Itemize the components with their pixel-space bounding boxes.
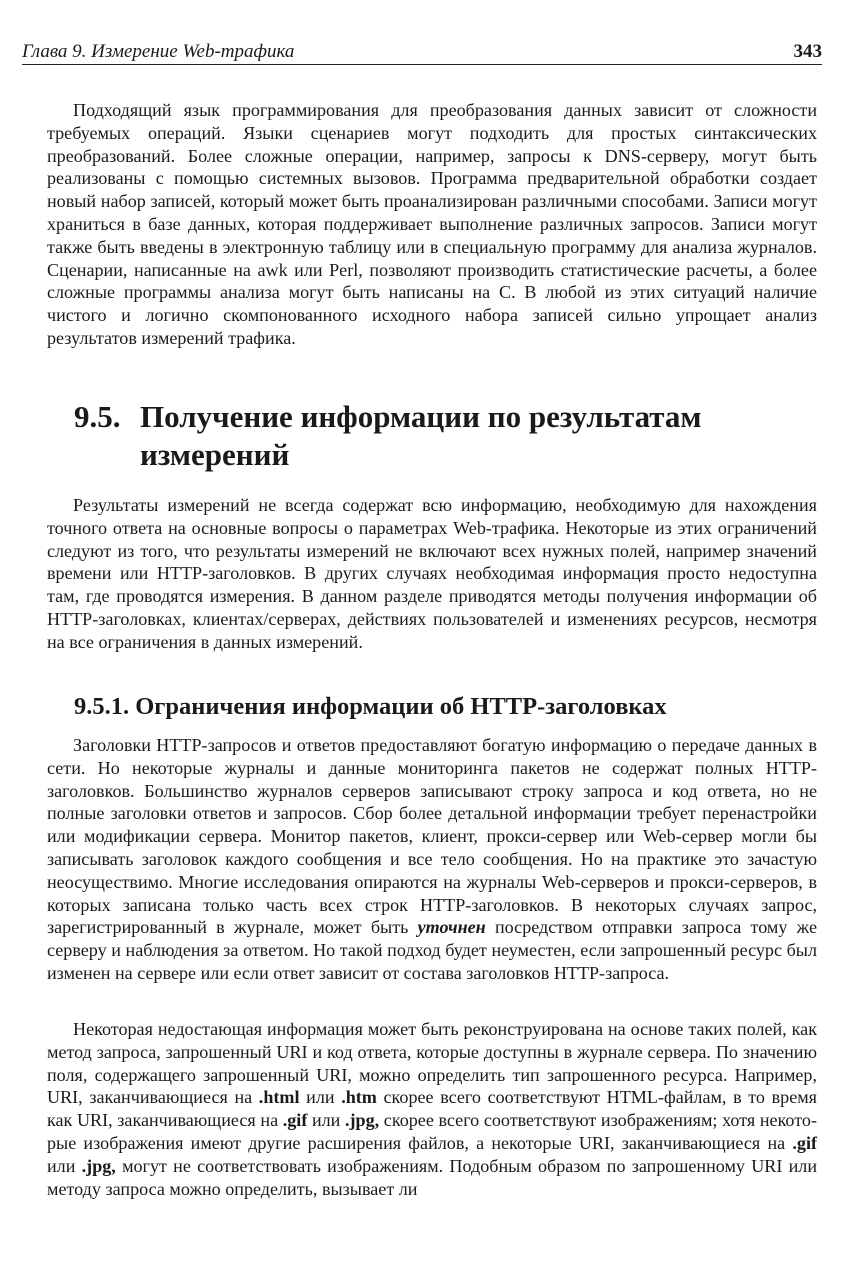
text-run: или [47,1155,82,1176]
text-run: скорее всего соответствуют HTML-файлам, в то время как URI, заканчивающиеся на [47,1087,817,1131]
section-title-line1: Получение информации по результатам [140,399,702,434]
file-extension: .html [258,1087,300,1108]
running-title: Глава 9. Измерение Web-трафика [22,41,295,62]
paragraph-http-headers [47,734,817,985]
running-header [22,38,822,65]
file-extension: .htm [341,1087,377,1108]
text-run: или [299,1087,342,1108]
file-extension: .gif [792,1132,817,1153]
section-number: 9.5. [74,399,121,434]
file-extension: .jpg, [81,1155,116,1176]
emphasis-term: уточнен [417,917,486,938]
page-number: 343 [793,41,822,62]
subsection-heading: 9.5.1. Ограничения информации об HTTP-заголовках [74,693,667,720]
text-run: могут не соответствовать изображениям. Подобным образом по запрошенному URI или методу запроса можно определить, вызывает ли [47,1155,818,1199]
text-run: скорее всего соответствуют изображениям; хотя некоторые изображения имеют другие расширения файлов, а некоторые URI, заканчивающиеся на [47,1110,817,1153]
text-run: Заголовки HTTP-запросов и ответов предоставляют богатую информацию о передаче данных в сети. Но некоторые журналы и данные мониторинга пакетов не содержат полных HTTP-заголовков. Большинство журналов серверов записывают строку запроса и код ответа, но не полные заголовки ответов и запросов. Сбор более детальной информации требует перенастройки или модификации сервера. Монитор пакетов, клиент, прокси-сервер или Web-сервер могли бы записывать заголовок каждого сообщения и все тело сообщения. Но на практике это зачастую неосуществимо. Многие исследования опираются на журналы Web-серверов и прокси-серверов, в которых записана только часть всех строк HTTP-заголовков. В некоторых случаях запрос, зарегистрированный в журнале, может быть [47,735,817,938]
text-run: Некоторая недостающая информация может быть реконструирована на основе таких полей, как метод запроса, запрошенный URI и код ответа, которые доступны в журнале сервера. По значению поля, содержащего запрошенный URI, можно определить тип запрошенного ресурса. Например, URI, заканчивающиеся на [47,1019,817,1108]
paragraph-section-intro: Результаты измерений не всегда содержат всю информацию, необходимую для нахождения точного ответа на основные вопросы о параметрах Web-трафика. Некоторые из этих ограничений следуют из того, что результаты измерений не включают всех нужных полей, например значений времени или HTTP-заголовков. В других случаях необходимая информация просто недоступна там, где проводятся измерения. В данном разделе приводятся методы получения информации об HTTP-заголовках, клиентах/серверах, действиях пользователей и изменениях ресурсов, несмотря на все ограничения в данных измерений. [47,495,817,652]
text-run: или [307,1110,345,1131]
paragraph-reconstruction [47,1018,817,1200]
paragraph-intro: Подходящий язык программирования для преобразования данных зависит от сложности требуемых операций. Языки сценариев могут подходить для простых синтаксических преобразований. Более сложные операции, например, запросы к DNS-серверу, могут быть реализованы с помощью системных вызовов. Программа предварительной обработки создает новый набор записей, который может быть проанализирован различными способами. Записи могут храниться в базе данных, которая поддерживает выполнение различных запросов. Записи могут также быть введены в электронную таблицу или в специальную программу для анализа журналов. Сценарии, написанные на awk или Perl, позволяют производить статистические расчеты, а более сложные программы анализа могут быть написаны на C. В любой из этих ситуаций наличие чистого и логично скомпонованного исходного набора записей сильно упрощает анализ результатов измерений трафика. [47,100,817,348]
section-title-line2: измерений [140,437,290,472]
file-extension: .gif [282,1110,308,1131]
file-extension: .jpg, [344,1110,380,1131]
text-run: посредством отправки запроса тому же серверу и наблюдения за ответом. Но такой подход будет неуместен, если запрошенный ресурс был изменен на сервере или если ответ зависит от состава заголовков HTTP-запроса. [47,917,817,983]
section-heading [74,398,702,474]
